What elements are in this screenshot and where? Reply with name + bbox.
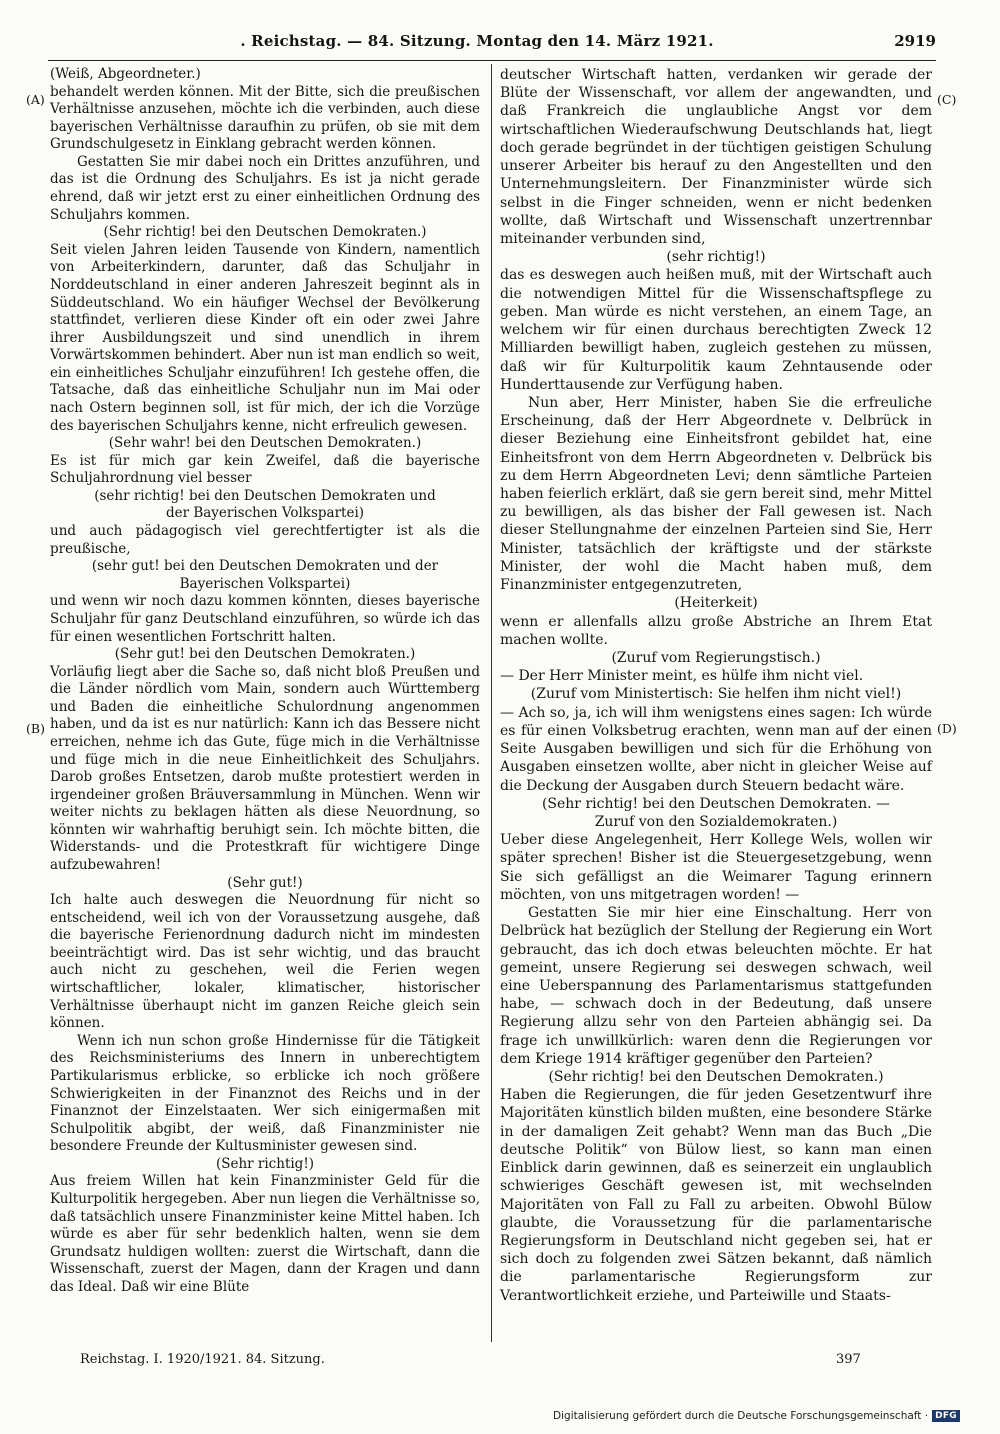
- paragraph: wenn er allenfalls allzu große Abstriche an Ihrem Etat machen wollte.: [500, 613, 932, 648]
- interjection: (Sehr gut!): [227, 874, 303, 891]
- paragraph: Haben die Regierungen, die für jeden Gesetzentwurf ihre Majoritäten künstlich bilden mußten, eine besondere Stärke in der damaligen Zeit gehabt? Wenn man das Buch „Die deutsche Politik“ von Bülow liest, so kann man einen Einblick darin gewinnen, daß es seinerzeit ein unglaublich schwieriges Geschäft gewesen ist, mit wechselnden Majoritäten von Fall zu Fall zu arbeiten. Obwohl Bülow glaubte, die Voraussetzung für die parlamentarische Regierungsform in Deutschland nicht gegeben sei, hat er sich doch zu folgenden zwei Sätzen bekannt, daß nämlich die parlamentarische Regierungsform zur Verantwortlichkeit erziehe, und Parteiwille und Staats-: [500, 1087, 932, 1304]
- header-title: . Reichstag. — 84. Sitzung. Montag den 14. März 1921.: [240, 32, 714, 50]
- page-header: [56, 32, 936, 56]
- paragraph: Ueber diese Angelegenheit, Herr Kollege Wels, wollen wir später sprechen! Bisher ist die Steuergesetzgebung, wenn Sie sich gefälligst an die Weimarer Tagung erinnern möchten, von uns mitgetragen worden! —: [500, 832, 932, 903]
- paragraph: das es deswegen auch heißen muß, mit der Wirtschaft auch die notwendigen Mittel für die Wissenschaftspflege zu geben. Man würde es nicht verstehen, an einem Tage, an welchem wir für einen durchaus berechtigten Zweck 12 Milliarden bewilligt haben, zugleich gestehen zu müssen, daß wir für Kulturpolitik kaum Zehntausende oder Hunderttausende zur Verfügung haben.: [500, 267, 932, 393]
- paragraph: Aus freiem Willen hat kein Finanzminister Geld für die Kulturpolitik hergegeben. Aber nun liegen die Verhältnisse so, daß tatsächlich unsere Finanzminister keine Mittel haben. Ich würde es aber für sehr bedenklich halten, wenn sie dem Grundsatz huldigen wollten: zuerst die Wirtschaft, dann die Wissenschaft, zuerst der Magen, dann der Kragen und dann das Ideal. Daß wir eine Blüte: [50, 1173, 480, 1295]
- digitization-credit: [553, 1410, 960, 1422]
- right-column: [500, 66, 932, 1305]
- interjection: (Zuruf vom Ministertisch: Sie helfen ihm nicht viel!): [530, 686, 902, 703]
- interjection: (sehr richtig! bei den Deutschen Demokraten und der Bayerischen Volkspartei): [94, 487, 436, 522]
- speaker-label: (Weiß, Abgeordneter.): [50, 66, 201, 82]
- interjection: (Sehr wahr! bei den Deutschen Demokraten.): [108, 435, 422, 452]
- paragraph: deutscher Wirtschaft hatten, verdanken wir gerade der Blüte der Wissenschaft, vor allem der angewandten, und daß Frankreich die unglaubliche Angst vor dem wirtschaftlichen Wiederaufschwung Deutschlands hat, liegt doch gerade begründet in der tüchtigen geistigen Schulung unserer Arbeiter bis herauf zu den Angestellten und den Unternehmungsleitern. Der Finanzminister würde sich selbst in die Finger schneiden, wenn er nicht bedenken wollte, daß Wirtschaft und Wissenschaft unzertrennbar miteinander verbunden sind,: [500, 67, 932, 247]
- paragraph: Gestatten Sie mir dabei noch ein Drittes anzuführen, und das ist die Ordnung des Schuljahrs. Es ist ja nicht gerade ehrend, daß wir jetzt erst zu einer einheitlichen Ordnung des Schuljahrs kommen.: [50, 153, 480, 223]
- paragraph: — Ach so, ja, ich will ihm wenigstens eines sagen: Ich würde es für einen Volksbetrug erachten, wenn man auf der einen Seite Ausgaben bewilligen und sich für die Erhöhung von Ausgaben einsetzen wollte, aber nicht in gleicher Weise auf die Deckung der Ausgaben durch Steuern bedacht wäre.: [500, 704, 932, 794]
- paragraph: — Der Herr Minister meint, es hülfe ihm nicht viel.: [500, 668, 864, 685]
- interjection: (Heiterkeit): [674, 595, 758, 612]
- interjection: (sehr richtig!): [666, 249, 766, 266]
- margin-mark-d: (D): [937, 721, 957, 736]
- paragraph: und auch pädagogisch viel gerechtfertigter ist als die preußische,: [50, 523, 480, 557]
- interjection: (Zuruf vom Regierungstisch.): [611, 650, 821, 666]
- margin-mark-c: (C): [937, 92, 957, 107]
- paragraph: Ich halte auch deswegen die Neuordnung für nicht so entscheidend, weil ich von der Voraussetzung ausgehe, daß die bayerische Ferienordnung dadurch nicht im mindesten beeinträchtigt wird. Das ist sehr wichtig, und das braucht auch nicht zu geschehen, weil die Ferien wegen wirtschaftlicher, lokaler, klimatischer, historischer Verhältnisse überhaupt nicht im ganzen Reiche gleich sein können.: [50, 892, 480, 1032]
- paragraph: Es ist für mich gar kein Zweifel, daß die bayerische Schuljahrordnung viel besser: [50, 452, 480, 487]
- paragraph: Nun aber, Herr Minister, haben Sie die erfreuliche Erscheinung, daß der Herr Abgeordnete v. Delbrück in dieser Beziehung eine Einheitsfront gebildet hat, eine Einheitsfront von dem Herrn Abgeordneten v. Delbrück bis zu dem Herrn Abgeordneten Levi; denn sämtliche Parteien haben feierlich erklärt, daß sie gern bereit sind, mehr Mittel zu bewilligen, als das bisher der Fall gewesen ist. Nach dieser Stellungnahme der einzelnen Parteien sind Sie, Herr Minister, tatsächlich der kräftigste und der stärkste Minister, der wohl die Macht haben muß, dem Finanzminister entgegenzutreten,: [500, 394, 932, 594]
- interjection: (sehr gut! bei den Deutschen Demokraten und der Bayerischen Volkspartei): [91, 558, 439, 592]
- dfg-logo-icon: DFG: [932, 1410, 960, 1422]
- column-divider: [491, 64, 492, 1342]
- paragraph: Wenn ich nun schon große Hindernisse für die Tätigkeit des Reichsministeriums des Innern in unberechtigtem Partikularismus erblicke, so erblicke ich noch größere Schwierigkeiten in der Finanznot des Reichs und in der Finanznot der Einzelstaaten. Wer sich einigermaßen mit Schulpolitik abgibt, der weiß, daß Finanzminister nie besondere Freunde der Kultusminister gewesen sind.: [50, 1032, 480, 1155]
- paragraph: Gestatten Sie mir hier eine Einschaltung. Herr von Delbrück hat bezüglich der Stellung der Regierung ein Wort gebraucht, das ich doch etwas beleuchten möchte. Er hat gemeint, unsere Regierung sei deswegen schwach, weil eine Ueberspannung des Parlamentarismus stattgefunden habe, — schwach doch in der Bedeutung, daß unsere Regierung allzu sehr von den Parteien abhängig sei. Da frage ich unwillkürlich: waren denn die Regierungen vor dem Kriege 1914 kräftiger gegenüber den Parteien?: [500, 905, 932, 1067]
- paragraph: und wenn wir noch dazu kommen könnten, dieses bayerische Schuljahr für ganz Deutschland einzuführen, so würde ich das für einen wesentlichen Fortschritt halten.: [50, 593, 480, 645]
- left-column: [50, 66, 480, 1296]
- interjection: (Sehr richtig!): [215, 1155, 315, 1172]
- footer-sheet-number: 397: [836, 1352, 861, 1367]
- margin-mark-a: (A): [26, 92, 45, 107]
- header-rule: [48, 60, 936, 61]
- footer-session: Reichstag. I. 1920/1921. 84. Sitzung.: [80, 1352, 325, 1367]
- interjection: (Sehr richtig! bei den Deutschen Demokraten.): [103, 224, 427, 241]
- paragraph: Seit vielen Jahren leiden Tausende von Kindern, namentlich von Arbeiterkindern, darunter, daß das Schuljahr in Norddeutschland in einer anderen Jahreszeit beginnt als in Süddeutschland. Wo ein häufiger Wechsel der Bevölkerung stattfindet, verlieren diese Kinder oft ein oder zwei Jahre ihrer Ausbildungszeit und sind unendlich in ihrem Vorwärtskommen behindert. Aber nun ist man endlich so weit, ein einheitliches Schuljahr einzuführen! Ich gestehe offen, die Tatsache, daß das einheitliche Schuljahr nun im Mai oder nach Ostern beginnen soll, ist für mich, der ich die Vorzüge des bayerischen Schuljahrs kenne, nicht erfreulich gewesen.: [50, 241, 480, 434]
- page-number: 2919: [894, 32, 936, 50]
- paragraph: Vorläufig liegt aber die Sache so, daß nicht bloß Preußen und die Länder nördlich vom Main, sondern auch Württemberg und Baden die einheitliche Schulordnung angenommen haben, und da ist es nur natürlich: Kann ich das Bessere nicht erreichen, nehme ich das Gute, füge mich in die Verhältnisse und füge mich in die neue Einheitlichkeit des Schuljahrs. Darob großes Entsetzen, darob mußte protestiert werden in irgendeiner großen Bräuversammlung in München. Wenn wir weiter nichts zu beklagen hätten als diese Neuordnung, so könnten wir wahrhaftig beruhigt sein. Ich möchte bitten, die Widerstands- und die Protestkraft für wichtigere Dinge aufzubewahren!: [50, 663, 480, 874]
- credit-text: Digitalisierung gefördert durch die Deutsche Forschungsgemeinschaft ·: [553, 1410, 929, 1422]
- paragraph: behandelt werden können. Mit der Bitte, sich die preußischen Verhältnisse anzusehen, möchte ich die verbinden, auch diese bayerischen Verhältnisse daraufhin zu prüfen, ob sie mit dem Grundschulgesetz in Einklang gebracht werden können.: [50, 83, 480, 153]
- margin-mark-b: (B): [26, 721, 45, 736]
- interjection: (Sehr richtig! bei den Deutschen Demokraten. — Zuruf von den Sozialdemokraten.): [541, 795, 891, 830]
- interjection: (Sehr gut! bei den Deutschen Demokraten.): [114, 646, 416, 663]
- interjection: (Sehr richtig! bei den Deutschen Demokraten.): [548, 1069, 884, 1086]
